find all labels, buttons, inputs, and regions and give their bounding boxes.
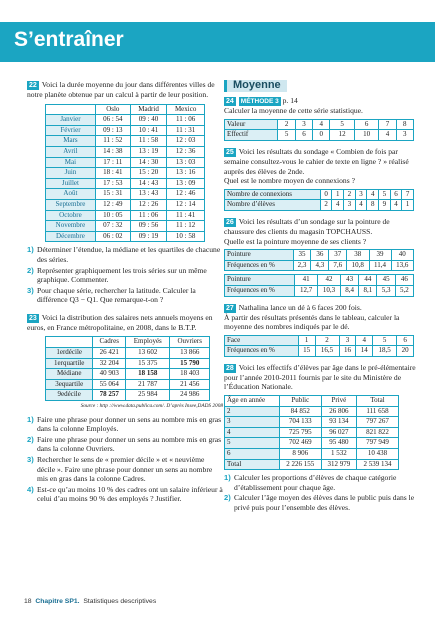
table-cell: 13 : 43 xyxy=(130,189,167,200)
table-cell: Mai xyxy=(46,157,96,168)
table-header-row xyxy=(225,396,399,407)
ex23-intro xyxy=(27,313,223,333)
question-number: 2) xyxy=(27,265,34,275)
table-cell: 4 xyxy=(379,130,396,141)
salary-table xyxy=(45,336,210,401)
table-cell: Public xyxy=(279,396,321,407)
table-cell: 15 : 20 xyxy=(130,168,167,179)
table-cell: Employés xyxy=(126,337,170,348)
table-cell: 35 xyxy=(293,250,311,261)
table-row xyxy=(46,210,205,221)
ex26-intro xyxy=(224,217,420,237)
ex24-intro xyxy=(224,96,420,107)
table-cell: 725 795 xyxy=(279,427,321,438)
table-cell: Novembre xyxy=(46,221,96,232)
table-cell: 11 : 12 xyxy=(167,221,205,232)
table-row xyxy=(225,200,414,211)
table-cell: 6 xyxy=(354,119,378,130)
table-cell: Octobre xyxy=(46,210,96,221)
question-text: Pour chaque série, rechercher la latitude. Calculer la différence Q3 − Q1. Que remarque-t-on ? xyxy=(37,285,196,305)
table-row xyxy=(225,427,399,438)
table-row xyxy=(225,346,414,357)
table-cell: 4 xyxy=(355,200,367,211)
table-cell: Décembre xyxy=(46,231,96,242)
table-cell: 55 064 xyxy=(93,379,126,390)
table-cell: 18 158 xyxy=(126,369,170,380)
ex28-text: Voici les effectifs d’élèves par âge dans le pré-élémentaire pour l’année 2010-2011 fournis par le site du Ministère de l’Éducation Nationale. xyxy=(224,362,416,392)
table-cell: 6 xyxy=(390,189,402,200)
table-row xyxy=(225,449,399,460)
table-cell: 11 : 58 xyxy=(130,136,167,147)
table-cell: Nombre d’élèves xyxy=(225,200,321,211)
question-item xyxy=(27,286,223,305)
table-cell: 25 984 xyxy=(126,390,170,401)
table-row xyxy=(225,406,399,417)
table-cell: Privé xyxy=(321,396,356,407)
ex25-text: Voici les résultats du sondage « Combien de fois par semaine consultez-vous le cahier de texte en ligne ? » réalisé auprès des élèves de 2nde. xyxy=(224,146,409,176)
table-cell: Effectif xyxy=(225,130,278,141)
table-cell: 2 xyxy=(320,200,332,211)
chapter-label: Chapitre SP1. xyxy=(35,598,80,605)
table-cell: 704 133 xyxy=(279,417,321,428)
page-number: 18 xyxy=(24,598,32,605)
table-cell: Face xyxy=(225,335,299,346)
table-cell: 4 xyxy=(313,119,330,130)
table-cell: 17 : 53 xyxy=(95,178,130,189)
table-cell: 5 xyxy=(379,189,391,200)
table-cell: 4 xyxy=(390,200,402,211)
table-row xyxy=(46,168,205,179)
table-row xyxy=(46,348,210,359)
table-row xyxy=(225,459,399,470)
table-cell: 24 986 xyxy=(170,390,210,401)
table-row xyxy=(46,221,205,232)
table-cell: 12 : 26 xyxy=(130,199,167,210)
table-cell: 10 438 xyxy=(357,449,399,460)
table-cell: 32 204 xyxy=(93,358,126,369)
ex22-text: Voici la durée moyenne du jour dans différentes villes de notre planète obtenue par un calcul à partir de leur position. xyxy=(27,80,215,99)
table-cell: Août xyxy=(46,189,96,200)
ex26-table-1 xyxy=(224,249,414,271)
table-cell: 2 xyxy=(344,189,356,200)
question-text: Faire une phrase pour donner un sens au nombre mis en gras dans la colonne Employés. xyxy=(37,414,222,434)
table-cell: 8 906 xyxy=(279,449,321,460)
table-cell: 10 : 58 xyxy=(167,231,205,242)
table-row xyxy=(46,178,205,189)
table-cell: 6 xyxy=(225,449,280,460)
table-row xyxy=(225,335,414,346)
table-cell: 10,3 xyxy=(318,285,341,296)
exercise-number: 24 xyxy=(226,97,234,105)
table-cell: 37 xyxy=(329,250,347,261)
footer xyxy=(24,598,156,605)
table-cell: Avril xyxy=(46,146,96,157)
table-cell: 15 xyxy=(298,346,315,357)
table-cell: 15 790 xyxy=(170,358,210,369)
table-cell: 4 xyxy=(225,427,280,438)
question-text: Représenter graphiquement les trois séries sur un même graphique. Commenter. xyxy=(37,265,207,285)
table-cell: 821 822 xyxy=(357,427,399,438)
table-cell xyxy=(46,337,93,348)
table-cell: 10 : 05 xyxy=(95,210,130,221)
table-cell: 78 257 xyxy=(93,390,126,401)
question-number: 3) xyxy=(27,455,34,464)
question-item xyxy=(27,455,223,484)
ex27-table xyxy=(224,335,414,357)
table-cell: Fréquences en % xyxy=(225,285,295,296)
ex23-questions xyxy=(27,415,223,504)
table-cell: 1 532 xyxy=(321,449,356,460)
question-text: Faire une phrase pour donner un sens au nombre mis en gras dans la colonne Ouvriers. xyxy=(37,434,222,454)
table-row xyxy=(225,250,414,261)
page-title: S’entraîner xyxy=(14,28,124,51)
table-cell: 93 134 xyxy=(321,417,356,428)
table-cell: 2 539 134 xyxy=(357,459,399,470)
ex23-text: Voici la distribution des salaires nets annuels moyens en euros, en France métropolitaine, en 2008, dans le B.T.P. xyxy=(27,312,213,332)
table-cell: 2,3 xyxy=(293,260,311,271)
table-row xyxy=(46,136,205,147)
table-cell: Mars xyxy=(46,136,96,147)
table-cell: 5,2 xyxy=(395,285,413,296)
table-row xyxy=(46,125,205,136)
table-cell: 12,7 xyxy=(295,285,318,296)
table-cell: 2 226 155 xyxy=(279,459,321,470)
table-cell: 13 : 03 xyxy=(167,157,205,168)
table-cell: 09 : 56 xyxy=(130,221,167,232)
table-cell: 12 : 46 xyxy=(167,189,205,200)
question-item xyxy=(27,435,223,454)
table-cell: 12 : 49 xyxy=(95,199,130,210)
table-cell: Fréquences en % xyxy=(225,260,294,271)
table-cell: Septembre xyxy=(46,199,96,210)
day-length-table xyxy=(45,104,205,243)
table-cell: 3 xyxy=(355,189,367,200)
table-cell: 13,6 xyxy=(391,260,413,271)
table-cell: 9edécile xyxy=(46,390,93,401)
table-cell: 18,5 xyxy=(373,346,397,357)
table-cell: 1 xyxy=(298,335,315,346)
section-title: Moyenne xyxy=(224,80,287,92)
table-row xyxy=(46,146,205,157)
question-number: 1) xyxy=(27,245,34,255)
table-cell: 26 806 xyxy=(321,406,356,417)
ex22-intro xyxy=(27,80,223,100)
table-cell: 11 : 06 xyxy=(130,210,167,221)
table-row xyxy=(46,379,210,390)
table-cell: 16,5 xyxy=(315,346,339,357)
table-cell: 13 : 19 xyxy=(130,146,167,157)
table-cell: 36 xyxy=(311,250,329,261)
table-cell: Total xyxy=(357,396,399,407)
right-column xyxy=(224,80,420,513)
ex28-table xyxy=(224,395,399,470)
table-cell: 15 : 31 xyxy=(95,189,130,200)
question-item xyxy=(27,485,223,504)
table-cell: Février xyxy=(46,125,96,136)
table-cell: 45 xyxy=(377,275,395,286)
exercise-number: 26 xyxy=(226,218,234,226)
table-cell: 8,4 xyxy=(340,285,358,296)
table-cell: 44 xyxy=(359,275,377,286)
table-row xyxy=(46,390,210,401)
table-row xyxy=(46,231,205,242)
table-cell: 40 xyxy=(391,250,413,261)
table-cell: 42 xyxy=(318,275,341,286)
ex22-questions xyxy=(27,245,223,305)
table-cell: 3 xyxy=(295,119,312,130)
table-cell: 06 : 54 xyxy=(95,115,130,126)
table-cell: 1erquartile xyxy=(46,358,93,369)
table-cell: 14 : 43 xyxy=(130,178,167,189)
table-row xyxy=(225,285,414,296)
table-cell: 5 xyxy=(330,119,354,130)
table-cell: Fréquences en % xyxy=(225,346,299,357)
table-cell: 8 xyxy=(367,200,379,211)
question-number: 4) xyxy=(27,484,34,494)
table-row xyxy=(225,189,414,200)
table-cell: 4,3 xyxy=(311,260,329,271)
table-row xyxy=(46,157,205,168)
table-cell: 11 : 31 xyxy=(167,125,205,136)
table-row xyxy=(225,130,414,141)
table-cell: 8 xyxy=(396,119,413,130)
table-cell: Janvier xyxy=(46,115,96,126)
ex25-intro xyxy=(224,147,420,176)
table-row xyxy=(46,358,210,369)
ex26-table-2 xyxy=(224,274,414,296)
question-item xyxy=(27,415,223,434)
question-number: 2) xyxy=(27,434,34,444)
ex25-table xyxy=(224,189,414,211)
ex26-question: Quelle est la pointure moyenne de ses clients ? xyxy=(224,236,367,246)
table-cell: 12 xyxy=(330,130,354,141)
ex24-table xyxy=(224,119,414,141)
table-cell: 4 xyxy=(356,335,373,346)
left-column xyxy=(27,80,223,504)
table-cell: 20 xyxy=(397,346,414,357)
chapter-subtitle: Statistiques descriptives xyxy=(83,598,157,605)
table-header-row xyxy=(46,104,205,115)
table-cell: 13 866 xyxy=(170,348,210,359)
table-cell: 41 xyxy=(295,275,318,286)
question-number: 2) xyxy=(224,493,231,503)
table-cell: 26 421 xyxy=(93,348,126,359)
question-item xyxy=(27,245,223,264)
question-number: 1) xyxy=(27,414,34,424)
table-cell: 3equartile xyxy=(46,379,93,390)
table-cell: 14 xyxy=(356,346,373,357)
table-cell: 14 : 30 xyxy=(130,157,167,168)
table-cell: 4 xyxy=(332,200,344,211)
table-cell: 797 949 xyxy=(357,438,399,449)
table-cell: 797 267 xyxy=(357,417,399,428)
table-cell: 1 xyxy=(402,200,414,211)
salary-source: Source : http ://www.data.publica.com/. D’après Insee,DADS 2008 xyxy=(80,403,223,410)
question-number: 1) xyxy=(224,473,231,483)
question-text: Calculer l’âge moyen des élèves dans le public puis dans le privé puis pour l’ensemble des élèves. xyxy=(234,493,415,512)
table-cell: 4 xyxy=(367,189,379,200)
table-cell: 13 : 16 xyxy=(167,168,205,179)
page-ref[interactable]: p. 14 xyxy=(282,95,298,105)
table-cell: Pointure xyxy=(225,250,294,261)
ex26-text: Voici les résultats d’un sondage sur la pointure de chaussure des clients du magasin TOPCHAUSS. xyxy=(224,216,390,236)
table-cell: Juin xyxy=(46,168,96,179)
table-cell: 8,1 xyxy=(359,285,377,296)
table-row xyxy=(46,189,205,200)
table-cell: 12 : 14 xyxy=(167,199,205,210)
table-row xyxy=(46,199,205,210)
table-cell: 11 : 52 xyxy=(95,136,130,147)
table-cell: 11 : 41 xyxy=(167,210,205,221)
table-cell: 12 : 03 xyxy=(167,136,205,147)
ex25-question: Quel est le nombre moyen de connexions ? xyxy=(224,176,355,186)
table-cell: 40 903 xyxy=(93,369,126,380)
table-row xyxy=(225,119,414,130)
ex27-text: Nathalina lance un dé à 6 faces 200 fois. xyxy=(238,302,362,312)
table-cell: 11 : 06 xyxy=(167,115,205,126)
question-item xyxy=(27,266,223,285)
exercise-number: 28 xyxy=(226,364,234,372)
method-tag[interactable]: MÉTHODE 3 xyxy=(240,97,279,105)
table-cell: 38 xyxy=(347,250,369,261)
table-cell: 13 602 xyxy=(126,348,170,359)
table-cell: 18 : 41 xyxy=(95,168,130,179)
table-cell: 111 658 xyxy=(357,406,399,417)
ex24-text: Calculer la moyenne de cette série statistique. xyxy=(224,106,363,116)
table-cell: 09 : 40 xyxy=(130,115,167,126)
exercise-number: 27 xyxy=(226,304,234,312)
table-cell: 10 xyxy=(354,130,378,141)
table-cell: 3 xyxy=(225,417,280,428)
table-cell: Valeur xyxy=(225,119,278,130)
table-cell: 5,3 xyxy=(377,285,395,296)
table-cell: 84 852 xyxy=(279,406,321,417)
table-cell: 2 xyxy=(225,406,280,417)
table-cell: 21 456 xyxy=(170,379,210,390)
question-text: Est-ce qu’au moins 10 % des cadres ont un salaire inférieur à celui d’au moins 90 % des employés ? Justifier. xyxy=(37,484,223,504)
exercise-number: 25 xyxy=(226,148,234,156)
table-cell: Cadres xyxy=(93,337,126,348)
table-cell: Juillet xyxy=(46,178,96,189)
question-text: Calculer les proportions d’élèves de chaque catégorie d’établissement pour chaque âge. xyxy=(234,473,397,492)
table-cell: 46 xyxy=(395,275,413,286)
table-cell: 95 480 xyxy=(321,438,356,449)
table-row xyxy=(225,438,399,449)
table-cell: 7,6 xyxy=(329,260,347,271)
ex27-intro xyxy=(224,303,420,313)
table-cell: 5 xyxy=(225,438,280,449)
table-cell: 9 xyxy=(379,200,391,211)
ex28-intro xyxy=(224,363,420,392)
table-cell: 96 027 xyxy=(321,427,356,438)
table-cell: Ouvriers xyxy=(170,337,210,348)
table-cell: 07 : 32 xyxy=(95,221,130,232)
question-number: 3) xyxy=(27,285,34,295)
header xyxy=(0,0,435,60)
table-cell: 6 xyxy=(295,130,312,141)
table-cell: 1 xyxy=(332,189,344,200)
table-row xyxy=(46,369,210,380)
table-cell: Oslo xyxy=(95,104,130,115)
header-bar xyxy=(0,22,435,62)
table-cell: Médiane xyxy=(46,369,93,380)
table-cell: 17 : 11 xyxy=(95,157,130,168)
table-header-row xyxy=(46,337,210,348)
table-row xyxy=(46,115,205,126)
table-cell: 7 xyxy=(379,119,396,130)
table-cell: 18 403 xyxy=(170,369,210,380)
table-cell: 10 : 41 xyxy=(130,125,167,136)
table-row xyxy=(225,275,414,286)
table-cell: 14 : 38 xyxy=(95,146,130,157)
table-cell: 2 xyxy=(315,335,339,346)
exercise-number: 23 xyxy=(29,314,37,322)
table-row xyxy=(225,417,399,428)
exercise-number: 22 xyxy=(29,82,37,89)
table-cell: 43 xyxy=(340,275,358,286)
question-text: Déterminer l’étendue, la médiane et les quartiles de chacune des séries. xyxy=(37,245,221,264)
ex27-text2: À partir des résultats présentés dans le tableau, calculer la moyenne des nombres indiqués par le dé. xyxy=(224,312,400,332)
table-cell: 15 375 xyxy=(126,358,170,369)
question-item xyxy=(224,493,420,512)
table-cell: 3 xyxy=(344,200,356,211)
table-cell: 10,8 xyxy=(347,260,369,271)
table-cell: Total xyxy=(225,459,280,470)
table-cell: Âge en année xyxy=(225,396,280,407)
question-item xyxy=(224,473,420,492)
table-cell xyxy=(46,104,96,115)
ex28-questions xyxy=(224,473,420,512)
table-cell: 06 : 02 xyxy=(95,231,130,242)
table-cell: 0 xyxy=(320,189,332,200)
table-cell: Madrid xyxy=(130,104,167,115)
table-cell: 3 xyxy=(396,130,413,141)
table-cell: 09 : 13 xyxy=(95,125,130,136)
table-cell: 2 xyxy=(278,119,295,130)
table-cell: 7 xyxy=(402,189,414,200)
table-cell: 39 xyxy=(369,250,391,261)
table-cell: Nombre de connexions xyxy=(225,189,321,200)
table-cell: 3 xyxy=(339,335,356,346)
table-cell: 21 787 xyxy=(126,379,170,390)
table-cell: 702 469 xyxy=(279,438,321,449)
table-cell: 5 xyxy=(278,130,295,141)
table-cell: 1erdécile xyxy=(46,348,93,359)
table-cell: 5 xyxy=(373,335,397,346)
table-row xyxy=(225,260,414,271)
table-cell: 13 : 09 xyxy=(167,178,205,189)
table-cell: 16 xyxy=(339,346,356,357)
table-cell: 6 xyxy=(397,335,414,346)
table-cell: 09 : 19 xyxy=(130,231,167,242)
table-cell: Mexico xyxy=(167,104,205,115)
table-cell: 0 xyxy=(313,130,330,141)
question-text: Rechercher le sens de « premier décile » et « neuvième décile ». Faire une phrase pour donner un sens au nombre mis en gras dans la colonne Cadres. xyxy=(37,455,213,484)
table-cell: 12 : 36 xyxy=(167,146,205,157)
table-cell: Pointure xyxy=(225,275,295,286)
table-cell: 312 979 xyxy=(321,459,356,470)
table-cell: 11,4 xyxy=(369,260,391,271)
